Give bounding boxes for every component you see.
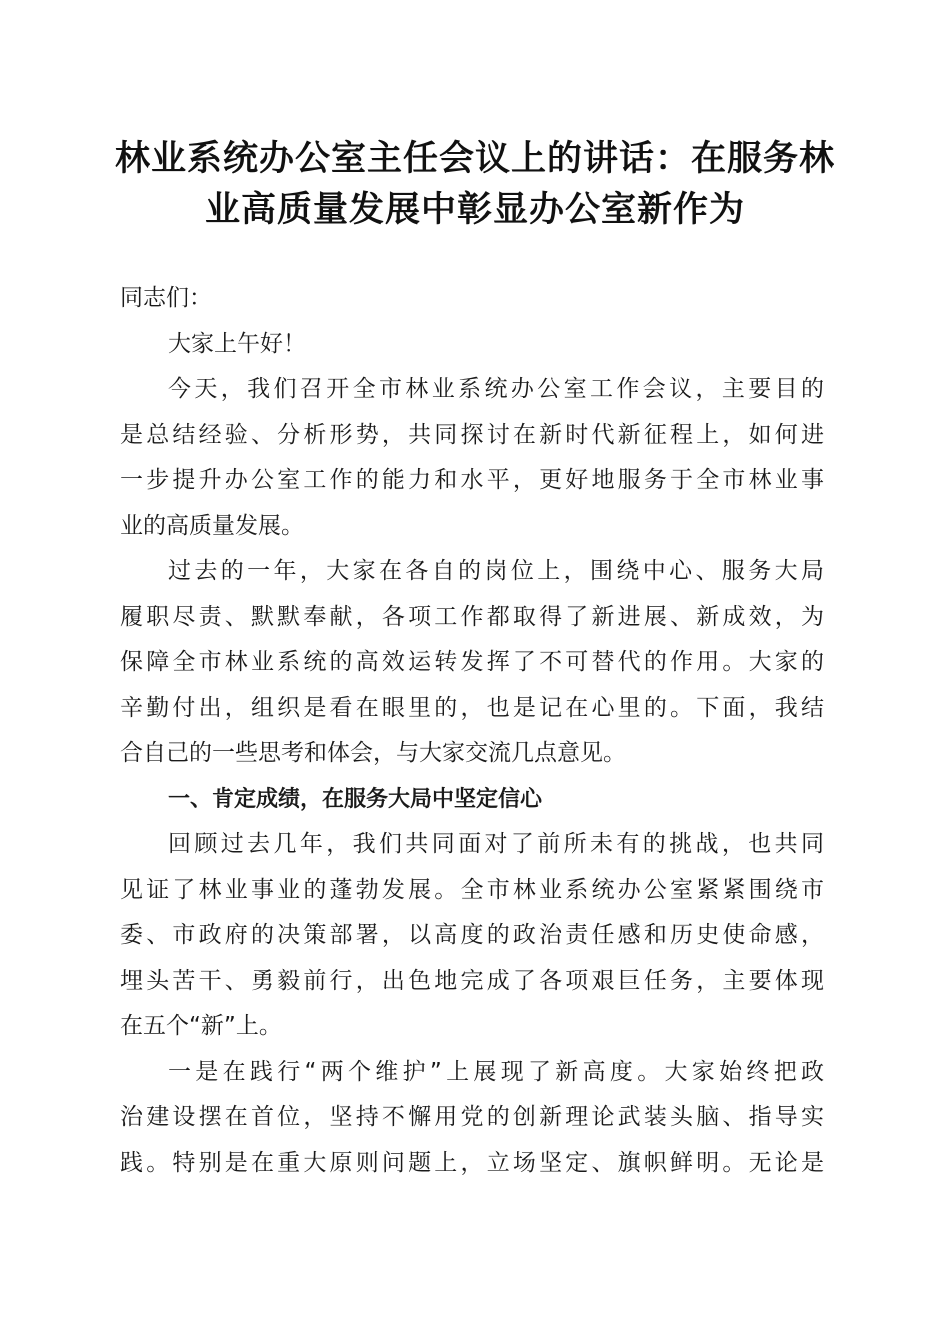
salutation: 同志们：: [120, 285, 212, 311]
document-title: [100, 133, 850, 235]
greeting: 大家上午好！: [168, 330, 306, 357]
paragraph-4: [120, 1050, 824, 1187]
document-body: [120, 276, 824, 1186]
paragraph-line: 一步提升办公室工作的能力和水平，更好地服务于全市林业事: [120, 467, 824, 493]
paragraph-line: 今天，我们召开全市林业系统办公室工作会议，主要目的: [168, 376, 824, 402]
paragraph-line: 回顾过去几年，我们共同面对了前所未有的挑战，也共同: [168, 831, 824, 857]
title-line-1: 林业系统办公室主任会议上的讲话：在服务林: [114, 138, 835, 179]
paragraph-line: 在五个“新”上。: [120, 1013, 282, 1039]
title-line-2: 业高质量发展中彰显办公室新作为: [204, 189, 745, 230]
paragraph-line: 业的高质量发展。: [120, 512, 304, 539]
paragraph-line: 一是在践行“两个维护”上展现了新高度。大家始终把政: [168, 1058, 824, 1085]
paragraph-line: 过去的一年，大家在各自的岗位上，围绕中心、服务大局: [168, 558, 824, 584]
paragraph-line: 履职尽责、默默奉献，各项工作都取得了新进展、新成效，为: [120, 603, 824, 630]
paragraph-3: [120, 822, 824, 1050]
paragraph-line: 治建设摆在首位，坚持不懈用党的创新理论武装头脑、指导实: [120, 1104, 824, 1130]
paragraph-2: [120, 549, 824, 777]
paragraph-line: 埋头苦干、勇毅前行，出色地完成了各项艰巨任务，主要体现: [120, 967, 824, 994]
paragraph-line: 委、市政府的决策部署，以高度的政治责任感和历史使命感，: [120, 922, 824, 948]
paragraph-line: 是总结经验、分析形势，共同探讨在新时代新征程上，如何进: [120, 421, 824, 448]
section-1-heading: 一、肯定成绩，在服务大局中坚定信心: [168, 786, 543, 812]
paragraph-line: 保障全市林业系统的高效运转发挥了不可替代的作用。大家的: [120, 649, 824, 675]
paragraph-line: 见证了林业事业的蓬勃发展。全市林业系统办公室紧紧围绕市: [120, 876, 824, 903]
paragraph-1: [120, 367, 824, 549]
paragraph-line: 辛勤付出，组织是看在眼里的，也是记在心里的。下面，我结: [120, 694, 824, 721]
paragraph-line: 合自己的一些思考和体会，与大家交流几点意见。: [120, 740, 626, 766]
paragraph-line: 践。特别是在重大原则问题上，立场坚定、旗帜鲜明。无论是: [120, 1149, 824, 1176]
